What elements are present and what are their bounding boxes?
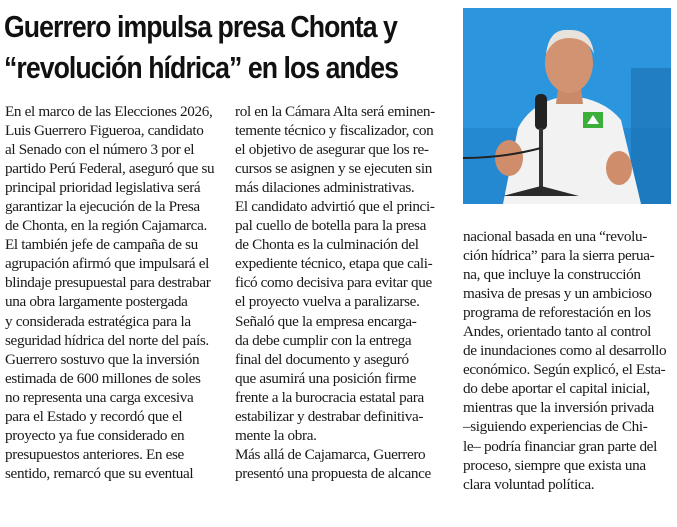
article-text-line: una obra largamente postergada	[5, 293, 188, 311]
article-text-line: –siguiendo experiencias de Chi-	[463, 418, 648, 436]
article-text-line: pal cuello de botella para la presa	[235, 217, 426, 235]
article-text-line: agrupación afirmó que impulsará el	[5, 255, 210, 273]
article-text-line: proceso, siempre que exista una	[463, 456, 646, 474]
article-text-line: para el Estado y recordó que el	[5, 407, 183, 425]
article-text-line: expediente técnico, etapa que cali-	[235, 255, 433, 273]
article-text-line: de inundaciones como al desarrollo	[463, 342, 667, 360]
article-text-line: cursos se asignen y se ejecuten sin	[235, 160, 432, 178]
article-text-line: el objetivo de asegurar que los re-	[235, 141, 429, 159]
candidate-photo-illustration	[463, 8, 671, 204]
article-text-line: Señaló que la empresa encarga-	[235, 312, 417, 330]
article-text-line: principal prioridad legislativa será	[5, 179, 201, 197]
article-column-2	[235, 102, 458, 483]
article-text-line: rol en la Cámara Alta será eminen-	[235, 103, 435, 120]
article-text-line: de Chonta es la culminación del	[235, 236, 419, 254]
article-text-line: Luis Guerrero Figueroa, candidato	[5, 122, 204, 140]
candidate-photo	[463, 8, 671, 204]
article-text-line: blindaje presupuestal para destrabar	[5, 274, 211, 292]
article-text-line: da debe cumplir con la entrega	[235, 331, 412, 349]
article-text-line: do debe aportar el capital inicial,	[463, 380, 650, 398]
article-text-line: Andes, orientado tanto al control	[463, 323, 651, 341]
article-text-line: al Senado con el número 3 por el	[5, 141, 195, 159]
article-text-line: clara voluntad política.	[463, 475, 595, 493]
article-text-line: proyecto ya fue considerado en	[5, 426, 185, 444]
article-text-line: frente a la burocracia estatal para	[235, 388, 424, 406]
article-text-line: mente la obra.	[235, 426, 317, 444]
article-text-line: garantizar la ejecución de la Presa	[5, 198, 200, 216]
article-text-line: El candidato advirtió que el princi-	[235, 198, 435, 216]
article-text-line: más dilaciones administrativas.	[235, 179, 415, 197]
article-text-line: el proyecto vuelva a paralizarse.	[235, 293, 420, 311]
article-text-line: y considerada estratégica para la	[5, 312, 191, 330]
article-text-line: presentó una propuesta de alcance	[235, 464, 431, 482]
article-text-line: le– podría financiar gran parte del	[463, 437, 657, 455]
article-text-line: mientras que la inversión privada	[463, 399, 654, 417]
article-text-line: que asumirá una posición firme	[235, 369, 416, 387]
article-text-line: presupuestos anteriores. En ese	[5, 445, 184, 463]
article-text-line: final del documento y aseguró	[235, 350, 409, 368]
article-text-line: programa de reforestación en los	[463, 304, 651, 322]
article-text-line: seguridad hídrica del norte del país.	[5, 331, 209, 349]
headline-line-1: Guerrero impulsa presa Chonta y	[4, 9, 397, 44]
article-text-line: Más allá de Cajamarca, Guerrero	[235, 445, 426, 463]
article-text-line: Guerrero sostuvo que la inversión	[5, 350, 200, 368]
article-text-line: estimada de 600 millones de soles	[5, 369, 201, 387]
article-text-line: de Chonta, en la región Cajamarca.	[5, 217, 207, 235]
article-text-line: na, que incluye la construcción	[463, 266, 641, 284]
article-text-line: sentido, remarcó que su eventual	[5, 464, 194, 482]
headline-line-2: “revolución hídrica” en los andes	[4, 50, 398, 85]
article-text-line: ficó como decisiva para evitar que	[235, 274, 432, 292]
article-text-line: masiva de presas y un ambicioso	[463, 285, 652, 303]
article-text-line: En el marco de las Elecciones 2026,	[5, 103, 213, 120]
article-text-line: nacional basada en una “revolu-	[463, 228, 647, 245]
article-text-line: estabilizar y destrabar definitiva-	[235, 407, 424, 425]
headline	[4, 6, 460, 88]
article-column-3	[463, 227, 671, 494]
article-text-line: no representa una carga excesiva	[5, 388, 194, 406]
article-text-line: partido Perú Federal, aseguró que su	[5, 160, 215, 178]
article-column-1	[5, 102, 227, 483]
article-text-line: ción hídrica” para la sierra perua-	[463, 247, 655, 265]
article-text-line: económico. Según explicó, el Esta-	[463, 361, 666, 379]
article-text-line: temente técnico y fiscalizador, con	[235, 122, 434, 140]
article-text-line: El también jefe de campaña de su	[5, 236, 198, 254]
